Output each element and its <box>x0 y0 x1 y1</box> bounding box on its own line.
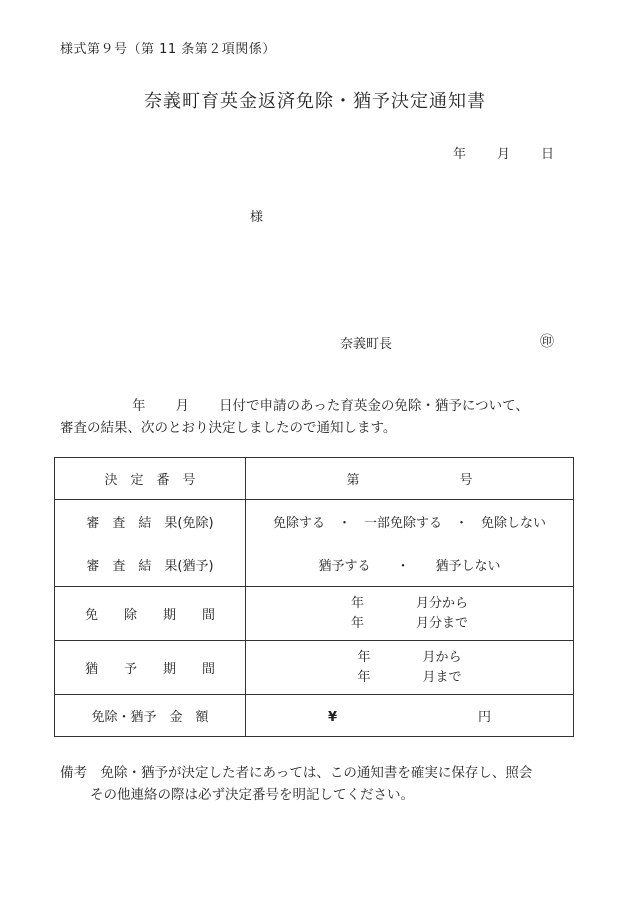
exemption-period-value <box>246 587 574 641</box>
yen-sign: ¥ <box>327 710 338 725</box>
form-number: 様式第９号（第 11 条第２項関係） <box>60 42 276 57</box>
decision-number-value <box>246 458 574 500</box>
exemption-result-label: 審 査 結 果(免除) <box>86 516 214 531</box>
seal-mark: ㊞ <box>540 334 554 350</box>
body-line-1 <box>60 395 529 417</box>
table-row <box>55 500 574 587</box>
issue-date <box>453 143 554 162</box>
decision-number-suffix: 号 <box>459 473 473 488</box>
decision-number-label: 決 定 番 号 <box>55 458 246 500</box>
table-row <box>55 587 574 641</box>
postponement-result-label: 審 査 結 果(猶予) <box>86 559 214 574</box>
exemption-period-to: 年 月分まで <box>350 615 468 631</box>
issuer-name: 奈義町長 <box>340 337 393 352</box>
exemption-period-from: 年 月分から <box>350 595 468 611</box>
remarks <box>60 762 532 806</box>
body-month: 月 <box>175 398 189 414</box>
table-row <box>55 641 574 695</box>
result-label-cell <box>55 500 246 587</box>
table-row <box>55 458 574 500</box>
postponement-period-label: 猶 予 期 間 <box>55 641 246 695</box>
amount-label: 免除・猶予 金 額 <box>55 695 246 737</box>
result-options-cell <box>246 500 574 587</box>
postponement-period-from: 年 月から <box>357 649 462 665</box>
date-day: 日 <box>540 147 554 162</box>
body-line-1-rest: 日付で申請のあった育英金の免除・猶予について、 <box>219 398 529 414</box>
exemption-period-label: 免 除 期 間 <box>55 587 246 641</box>
amount-value <box>246 695 574 737</box>
decision-table <box>54 457 574 737</box>
body-line-2: 審査の結果、次のとおり決定しましたので通知します。 <box>60 420 397 436</box>
decision-number-prefix: 第 <box>346 473 360 488</box>
exemption-result-options: 免除する ・ 一部免除する ・ 免除しない <box>272 516 546 531</box>
table-row <box>55 695 574 737</box>
postponement-period-to: 年 月まで <box>357 669 462 685</box>
date-month: 月 <box>496 147 510 162</box>
body-text <box>60 395 529 439</box>
postponement-period-value <box>246 641 574 695</box>
document-title: 奈義町育英金返済免除・猶予決定通知書 <box>144 91 486 112</box>
recipient-suffix: 様 <box>250 210 264 225</box>
date-year: 年 <box>452 147 466 162</box>
body-year: 年 <box>132 398 146 414</box>
amount-unit: 円 <box>477 710 491 725</box>
postponement-result-options: 猶予する ・ 猶予しない <box>318 559 501 574</box>
remarks-line-2: その他連絡の際は必ず決定番号を明記してください。 <box>90 787 414 803</box>
remarks-line-1: 備考 免除・猶予が決定した者にあっては、この通知書を確実に保存し、照会 <box>60 765 533 781</box>
